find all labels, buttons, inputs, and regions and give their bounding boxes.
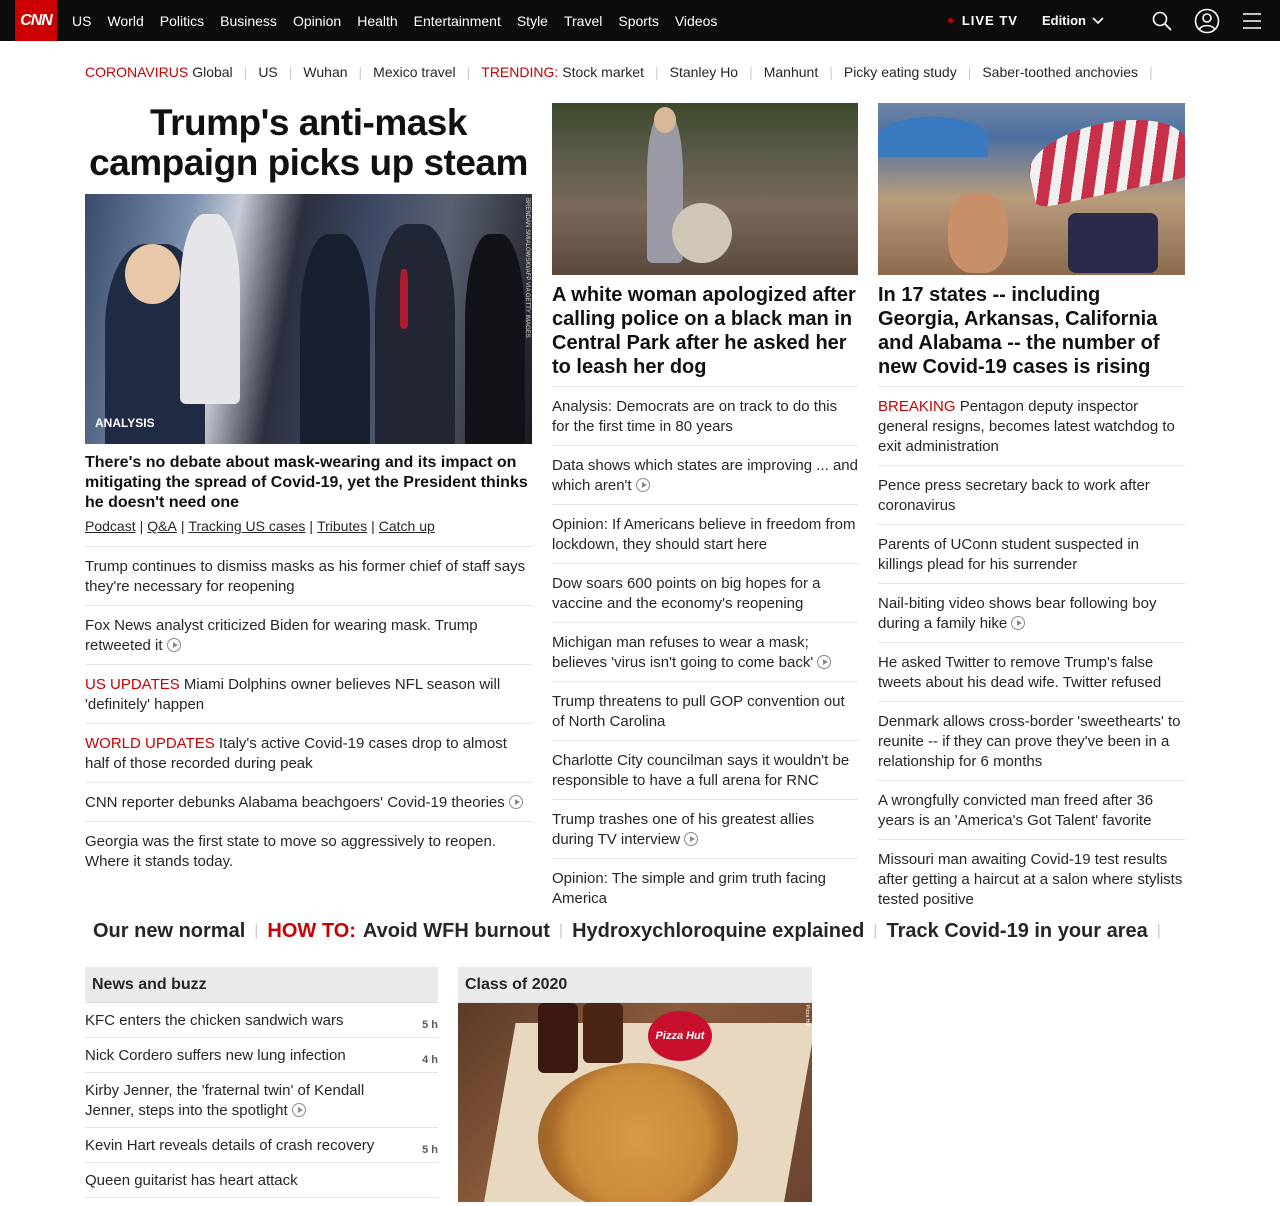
nav-link-us[interactable]: US (72, 12, 92, 29)
story-text: Trump continues to dismiss masks as his former chief of staff says they're necessary for reopening (85, 558, 526, 595)
sublink-qa[interactable]: Q&A (147, 518, 177, 534)
story-text: Nick Cordero suffers new lung infection (85, 1047, 346, 1064)
divider: | (873, 922, 878, 939)
photo-credit: BRENDAN SMIALOWSKI/AFP VIA GETTY IMAGES (524, 198, 530, 338)
coronavirus-label: CORONAVIRUS (85, 64, 189, 80)
account-icon (1194, 8, 1220, 34)
trend-link-mexico-travel[interactable]: Mexico travel (373, 64, 456, 80)
sublink-tracking[interactable]: Tracking US cases (188, 518, 306, 534)
analysis-label: ANALYSIS (95, 416, 155, 430)
timestamp: 4 h (422, 1054, 438, 1066)
story-label: US UPDATES (85, 676, 180, 693)
feature-link-hydroxychloroquine[interactable]: Hydroxychloroquine explained (572, 919, 865, 942)
divider: | (749, 64, 753, 80)
nav-link-world[interactable]: World (107, 12, 144, 29)
list-item[interactable] (552, 799, 858, 858)
section-nav (64, 0, 725, 41)
story-text: Georgia was the first state to move so aggressively to reopen. Where it stands today. (85, 833, 497, 870)
photo-credit: Pizza Hut (804, 1005, 810, 1027)
play-icon (292, 1103, 306, 1117)
story-text: KFC enters the chicken sandwich wars (85, 1012, 344, 1029)
story-text: Trump threatens to pull GOP convention out of North Carolina (552, 693, 845, 730)
nav-link-politics[interactable]: Politics (159, 12, 205, 29)
nav-link-style[interactable]: Style (516, 12, 548, 29)
feature-link-wfh[interactable]: Avoid WFH burnout (362, 919, 550, 942)
story-text: Charlotte City councilman says it wouldn't be responsible to have a full arena for RNC (552, 752, 850, 789)
middle-story-list (552, 386, 858, 917)
divider: | (139, 518, 144, 534)
play-icon (509, 795, 523, 809)
list-item[interactable] (85, 1038, 438, 1073)
nav-link-sports[interactable]: Sports (618, 12, 659, 29)
pizza-image[interactable] (458, 1003, 812, 1202)
edition-dropdown[interactable] (1042, 13, 1104, 28)
list-item[interactable] (878, 465, 1185, 524)
divider: | (180, 518, 185, 534)
lead-subheadline[interactable]: There's no debate about mask-wearing and its impact on mitigating the spread of Covid-19, yet the President thinks he doesn't need one (85, 454, 528, 511)
story-text: Pence press secretary back to work after coronavirus (878, 477, 1150, 514)
story-text: Kirby Jenner, the 'fraternal twin' of Kendall Jenner, steps into the spotlight (85, 1082, 365, 1119)
divider: | (1156, 922, 1161, 939)
cnn-logo[interactable]: CNN (15, 0, 57, 41)
play-icon (1011, 616, 1025, 630)
list-item[interactable] (552, 740, 858, 799)
list-item[interactable] (85, 605, 532, 664)
lead-sublinks (85, 518, 532, 534)
middle-column (552, 103, 858, 917)
trend-link-stock-market[interactable]: Stock market (562, 64, 644, 80)
list-item[interactable] (552, 504, 858, 563)
figure-shape (375, 224, 455, 444)
play-icon (817, 655, 831, 669)
story-text: He asked Twitter to remove Trump's false tweets about his dead wife. Twitter refused (878, 654, 1162, 691)
story-text: Opinion: The simple and grim truth facing America (552, 870, 827, 907)
edition-label: Edition (1041, 13, 1086, 28)
story-text: Michigan man refuses to wear a mask; believes 'virus isn't going to come back' (552, 634, 814, 671)
story-text: Nail-biting video shows bear following boy during a family hike (878, 595, 1157, 632)
lead-image[interactable] (85, 194, 532, 444)
list-item[interactable] (878, 780, 1185, 839)
story-text: Analysis: Democrats are on track to do this for the first time in 80 years (552, 398, 838, 435)
figure-shape (180, 214, 240, 404)
list-item[interactable] (85, 664, 532, 723)
story-text: A wrongfully convicted man freed after 36 years is an 'America's Got Talent' favorite (878, 792, 1154, 829)
story-text: Denmark allows cross-border 'sweethearts' to reunite -- if they can prove they've been in a relationship for 6 months (878, 713, 1181, 770)
search-button[interactable] (1152, 11, 1172, 31)
trend-link-stanley-ho[interactable]: Stanley Ho (669, 64, 739, 80)
story-text: Trump trashes one of his greatest allies during TV interview (552, 811, 815, 848)
feature-link-new-normal[interactable]: Our new normal (93, 919, 246, 942)
trending-label: TRENDING: (481, 64, 559, 80)
story-text: Miami Dolphins owner believes NFL season will 'definitely' happen (85, 676, 501, 713)
figure-shape (948, 193, 1008, 273)
class-of-2020-zone (458, 967, 812, 1202)
story-text: Opinion: If Americans believe in freedom from lockdown, they should start here (552, 516, 856, 553)
list-item[interactable] (85, 1073, 438, 1128)
play-icon (636, 478, 650, 492)
right-story-list (878, 386, 1185, 918)
list-item[interactable] (552, 386, 858, 445)
right-headline[interactable]: In 17 states -- including Georgia, Arkansas, California and Alabama -- the number of new Covid-19 cases is rising (878, 284, 1160, 378)
list-item[interactable] (552, 681, 858, 740)
divider: | (358, 64, 363, 80)
zone-title: Class of 2020 (458, 967, 812, 1003)
story-text: Data shows which states are improving ... and which aren't (552, 457, 858, 494)
menu-button[interactable] (1242, 12, 1262, 30)
central-park-image[interactable] (552, 103, 858, 275)
figure-shape (672, 203, 732, 263)
list-item[interactable] (552, 858, 858, 917)
feature-bar (93, 918, 1170, 944)
story-text: Dow soars 600 points on big hopes for a vaccine and the economy's reopening (552, 575, 821, 612)
story-text: Fox News analyst criticized Biden for wearing mask. Trump retweeted it (85, 617, 478, 654)
trend-link-anchovies[interactable]: Saber-toothed anchovies (982, 64, 1139, 80)
timestamp: 5 h (422, 1144, 438, 1156)
story-label: WORLD UPDATES (85, 735, 215, 752)
trending-bar (85, 62, 1164, 82)
pizza-shape (538, 1063, 738, 1202)
list-item[interactable] (85, 782, 532, 821)
pizza-hut-logo: Pizza Hut (648, 1011, 712, 1061)
nav-link-business[interactable]: Business (220, 12, 277, 29)
list-item[interactable] (85, 1128, 438, 1163)
divider: | (1149, 64, 1153, 80)
feature-link-track-covid[interactable]: Track Covid-19 in your area (886, 919, 1148, 942)
chair-shape (1068, 213, 1158, 273)
list-item[interactable] (878, 386, 1185, 465)
sublink-tributes[interactable]: Tributes (317, 518, 368, 534)
story-text: Missouri man awaiting Covid-19 test results after getting a haircut at a salon where stylists tested positive (878, 851, 1183, 908)
divider: | (466, 64, 471, 80)
sublink-podcast[interactable]: Podcast (85, 518, 136, 534)
divider: | (309, 518, 314, 534)
story-text: CNN reporter debunks Alabama beachgoers' Covid-19 theories (85, 794, 505, 811)
divider: | (558, 922, 564, 939)
timestamp: 5 h (422, 1019, 438, 1031)
figure-shape (654, 107, 676, 133)
divider: | (288, 64, 293, 80)
nav-link-travel[interactable]: Travel (563, 12, 603, 29)
list-item[interactable] (85, 1003, 438, 1038)
figure-shape (125, 244, 180, 304)
menu-icon (1242, 12, 1262, 30)
divider: | (371, 518, 375, 534)
divider: | (967, 64, 972, 80)
trend-link-wuhan[interactable]: Wuhan (303, 64, 348, 80)
umbrella-shape (1022, 107, 1185, 209)
nav-link-videos[interactable]: Videos (674, 12, 718, 29)
right-column (878, 103, 1185, 918)
sublink-catch-up[interactable]: Catch up (378, 518, 435, 534)
divider: | (654, 64, 659, 80)
trend-link-us[interactable]: US (258, 64, 278, 80)
account-button[interactable] (1194, 8, 1220, 34)
trend-link-manhunt[interactable]: Manhunt (763, 64, 819, 80)
trend-link-picky-eating[interactable]: Picky eating study (843, 64, 957, 80)
howto-label: HOW TO: (267, 919, 356, 942)
trend-link-global[interactable]: Global (192, 64, 233, 80)
live-tv-label: LIVE TV (961, 13, 1018, 28)
cup-shape (538, 1003, 578, 1073)
nav-link-opinion[interactable]: Opinion (292, 12, 342, 29)
nav-link-health[interactable]: Health (357, 12, 398, 29)
middle-headline[interactable]: A white woman apologized after calling police on a black man in Central Park after he asked her to leash her dog (552, 284, 856, 378)
divider: | (829, 64, 833, 80)
top-navigation (0, 0, 1280, 41)
live-dot-icon (948, 18, 953, 23)
list-item[interactable] (85, 1163, 438, 1198)
live-tv-button[interactable] (948, 13, 1018, 28)
cup-shape (583, 1003, 623, 1063)
divider: | (243, 64, 248, 80)
story-text: Kevin Hart reveals details of crash recovery (85, 1137, 375, 1154)
chevron-down-icon (1092, 17, 1104, 25)
figure-shape (400, 269, 408, 329)
list-item[interactable] (552, 563, 858, 622)
search-icon (1152, 11, 1172, 31)
nav-link-entertainment[interactable]: Entertainment (413, 12, 501, 29)
list-item[interactable] (878, 583, 1185, 642)
lead-headline[interactable]: Trump's anti-mask campaign picks up steam (89, 102, 528, 183)
divider: | (254, 922, 259, 939)
news-and-buzz-zone (85, 967, 438, 1198)
lead-story-list (85, 546, 532, 880)
list-item[interactable] (878, 701, 1185, 780)
story-text: Pentagon deputy inspector general resigns, becomes latest watchdog to exit administration (878, 398, 1175, 455)
list-item[interactable] (552, 622, 858, 681)
story-label: BREAKING (878, 398, 956, 415)
list-item[interactable] (878, 524, 1185, 583)
figure-shape (465, 234, 525, 444)
story-text: Queen guitarist has heart attack (85, 1172, 298, 1189)
nav-utilities (948, 0, 1262, 41)
story-text: Italy's active Covid-19 cases drop to almost half of those recorded during peak (85, 735, 507, 772)
lead-column (85, 103, 532, 880)
play-icon (167, 638, 181, 652)
list-item[interactable] (85, 723, 532, 782)
list-item[interactable] (85, 546, 532, 605)
play-icon (684, 832, 698, 846)
list-item[interactable] (878, 642, 1185, 701)
umbrella-shape (878, 117, 988, 157)
zone-title: News and buzz (85, 967, 438, 1003)
list-item[interactable] (552, 445, 858, 504)
list-item[interactable] (878, 839, 1185, 918)
story-text: Parents of UConn student suspected in killings plead for his surrender (878, 536, 1139, 573)
figure-shape (300, 234, 370, 444)
beach-image[interactable] (878, 103, 1185, 275)
list-item[interactable] (85, 821, 532, 880)
